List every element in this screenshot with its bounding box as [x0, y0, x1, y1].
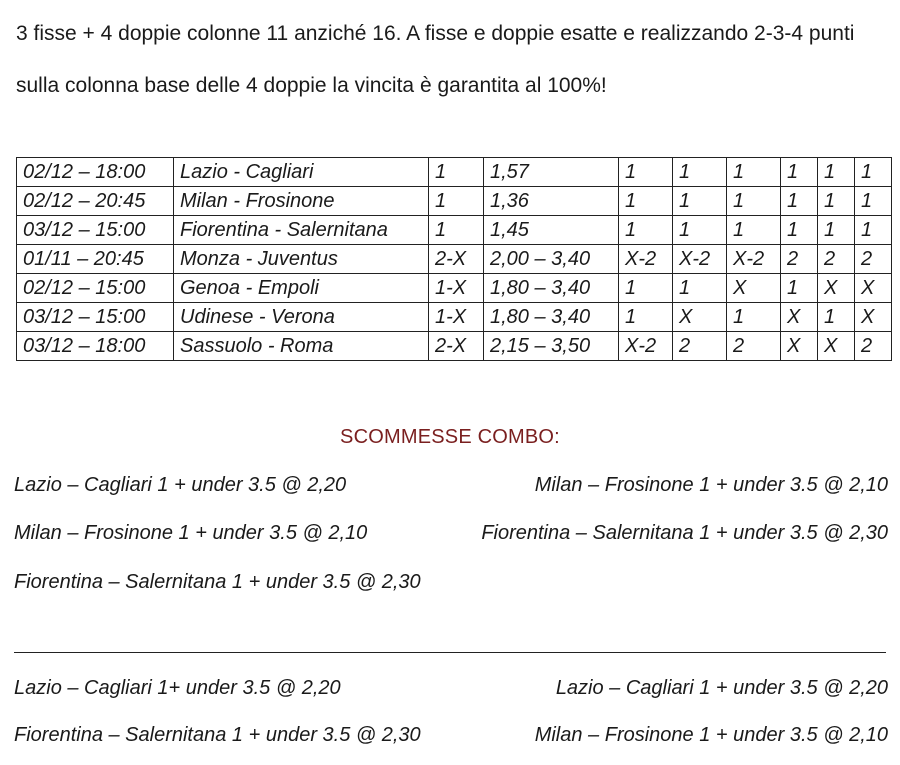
combo-bet-secondary: Lazio – Cagliari 1 + under 3.5 @ 2,20: [555, 677, 888, 699]
match-pick: 2-X: [429, 245, 484, 274]
match-odds: 1,80 – 3,40: [484, 303, 619, 332]
match-odds: 2,00 – 3,40: [484, 245, 619, 274]
column-outcome: 2: [781, 245, 818, 274]
column-outcome: 1: [781, 158, 818, 187]
match-pick: 1: [429, 216, 484, 245]
column-outcome: 1: [818, 216, 855, 245]
match-datetime: 03/12 – 18:00: [17, 332, 174, 361]
column-outcome: 1: [781, 274, 818, 303]
column-outcome: 1: [619, 187, 673, 216]
match-datetime: 02/12 – 18:00: [17, 158, 174, 187]
match-name: Lazio - Cagliari: [174, 158, 429, 187]
combo-bet: Milan – Frosinone 1 + under 3.5 @ 2,10: [14, 522, 368, 544]
column-outcome: X-2: [727, 245, 781, 274]
combo-bet: Fiorentina – Salernitana 1 + under 3.5 @ 2,30: [481, 522, 888, 544]
match-pick: 1: [429, 187, 484, 216]
combo-bet-secondary: Milan – Frosinone 1 + under 3.5 @ 2,10: [534, 724, 888, 746]
match-pick: 1-X: [429, 274, 484, 303]
match-odds: 2,15 – 3,50: [484, 332, 619, 361]
match-datetime: 02/12 – 15:00: [17, 274, 174, 303]
column-outcome: 1: [619, 216, 673, 245]
column-outcome: 2: [673, 332, 727, 361]
schedule-row: [17, 303, 892, 332]
combo-bet: Milan – Frosinone 1 + under 3.5 @ 2,10: [534, 474, 888, 496]
column-outcome: 1: [673, 274, 727, 303]
column-outcome: 1: [781, 216, 818, 245]
match-odds: 1,36: [484, 187, 619, 216]
match-pick: 1-X: [429, 303, 484, 332]
column-outcome: 1: [727, 158, 781, 187]
column-outcome: 1: [818, 187, 855, 216]
column-outcome: X-2: [673, 245, 727, 274]
column-outcome: 1: [727, 216, 781, 245]
schedule-row: [17, 332, 892, 361]
match-name: Genoa - Empoli: [174, 274, 429, 303]
column-outcome: 1: [818, 303, 855, 332]
column-outcome: X: [673, 303, 727, 332]
column-outcome: X: [855, 303, 892, 332]
match-pick: 1: [429, 158, 484, 187]
column-outcome: 1: [855, 216, 892, 245]
column-outcome: 1: [727, 187, 781, 216]
match-name: Monza - Juventus: [174, 245, 429, 274]
match-datetime: 03/12 – 15:00: [17, 216, 174, 245]
schedule-row: [17, 274, 892, 303]
column-outcome: X-2: [619, 332, 673, 361]
column-outcome: 1: [619, 274, 673, 303]
intro-line-1: 3 fisse + 4 doppie colonne 11 anziché 16. A fisse e doppie esatte e realizzando 2-3-4 punti: [16, 22, 855, 45]
match-name: Milan - Frosinone: [174, 187, 429, 216]
column-outcome: 2: [727, 332, 781, 361]
column-outcome: 1: [673, 216, 727, 245]
column-outcome: 1: [855, 187, 892, 216]
combo-bet-secondary: Lazio – Cagliari 1+ under 3.5 @ 2,20: [14, 677, 341, 699]
column-outcome: 2: [818, 245, 855, 274]
match-datetime: 01/11 – 20:45: [17, 245, 174, 274]
match-datetime: 02/12 – 20:45: [17, 187, 174, 216]
match-name: Udinese - Verona: [174, 303, 429, 332]
schedule-row: [17, 187, 892, 216]
combo-bet-secondary: Fiorentina – Salernitana 1 + under 3.5 @ 2,30: [14, 724, 421, 746]
schedule-table-body: [17, 158, 892, 361]
column-outcome: X: [818, 332, 855, 361]
column-outcome: X: [855, 274, 892, 303]
schedule-row: [17, 245, 892, 274]
combo-bet: Fiorentina – Salernitana 1 + under 3.5 @ 2,30: [14, 571, 421, 593]
column-outcome: 1: [619, 303, 673, 332]
intro-line-2: sulla colonna base delle 4 doppie la vincita è garantita al 100%!: [16, 74, 607, 97]
column-outcome: 1: [855, 158, 892, 187]
match-name: Fiorentina - Salernitana: [174, 216, 429, 245]
match-odds: 1,80 – 3,40: [484, 274, 619, 303]
column-outcome: 2: [855, 332, 892, 361]
schedule-table: [16, 157, 892, 361]
column-outcome: X: [781, 303, 818, 332]
column-outcome: X-2: [619, 245, 673, 274]
match-datetime: 03/12 – 15:00: [17, 303, 174, 332]
column-outcome: 1: [619, 158, 673, 187]
column-outcome: 1: [781, 187, 818, 216]
column-outcome: 2: [855, 245, 892, 274]
intro-text: [16, 8, 896, 112]
column-outcome: 1: [673, 187, 727, 216]
column-outcome: 1: [673, 158, 727, 187]
schedule-row: [17, 158, 892, 187]
match-pick: 2-X: [429, 332, 484, 361]
match-odds: 1,57: [484, 158, 619, 187]
section-divider: [14, 652, 886, 653]
match-name: Sassuolo - Roma: [174, 332, 429, 361]
combo-title: SCOMMESSE COMBO:: [340, 426, 560, 448]
column-outcome: X: [727, 274, 781, 303]
schedule-row: [17, 216, 892, 245]
match-odds: 1,45: [484, 216, 619, 245]
column-outcome: 1: [818, 158, 855, 187]
column-outcome: X: [818, 274, 855, 303]
column-outcome: X: [781, 332, 818, 361]
combo-bet: Lazio – Cagliari 1 + under 3.5 @ 2,20: [14, 474, 347, 496]
column-outcome: 1: [727, 303, 781, 332]
